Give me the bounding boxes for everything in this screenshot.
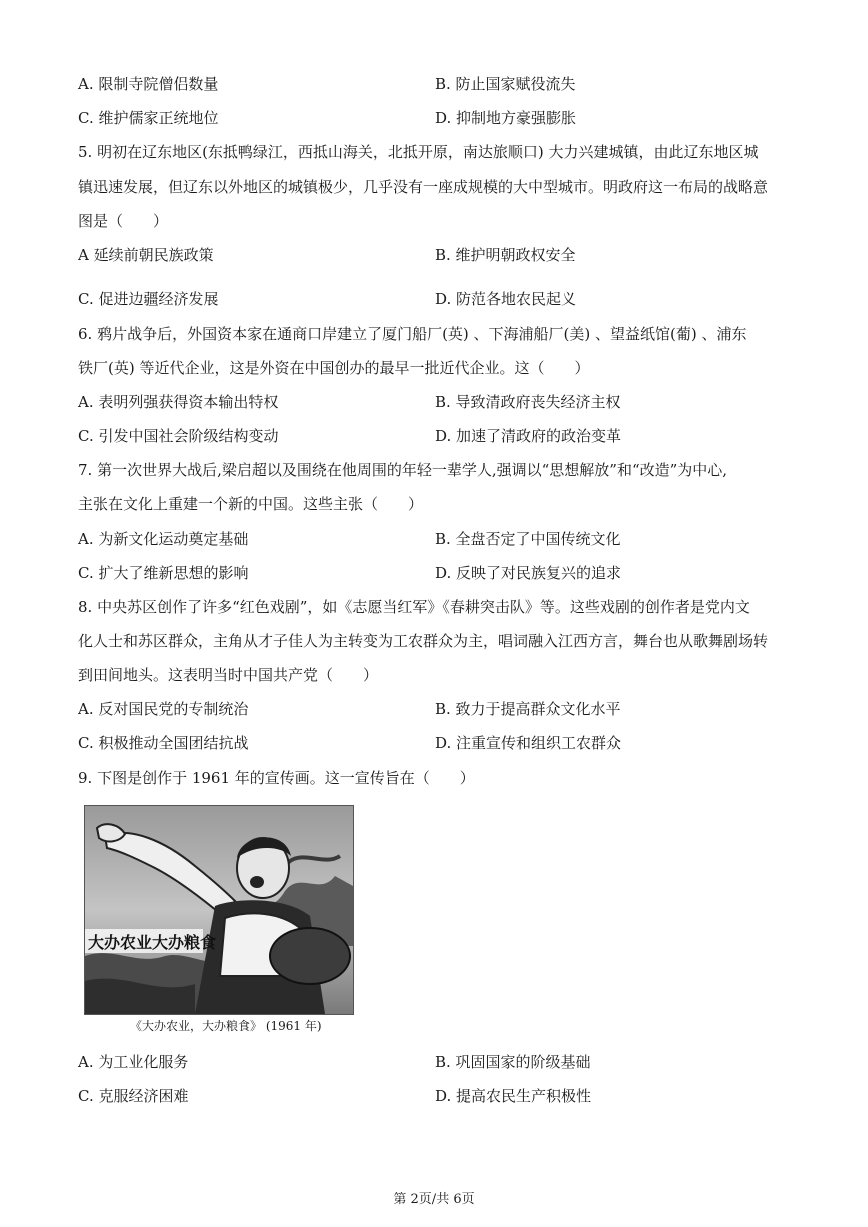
- q5-option-b: B. 维护明朝政权安全: [435, 246, 576, 264]
- q9-option-b: B. 巩固国家的阶级基础: [435, 1053, 591, 1071]
- q8-option-d: D. 注重宣传和组织工农群众: [435, 734, 622, 752]
- q8-stem-line-1: 8. 中央苏区创作了许多“红色戏剧”，如《志愿当红军》《春耕突击队》等。这些戏剧的创作者是党内文: [78, 598, 750, 616]
- q5-option-a: A 延续前朝民族政策: [78, 246, 214, 264]
- propaganda-poster-image: [84, 805, 354, 1015]
- page-number: 第 2页/共 6页: [393, 1192, 475, 1207]
- q6-option-c: C. 引发中国社会阶级结构变动: [78, 427, 279, 445]
- q6-option-a: A. 表明列强获得资本输出特权: [78, 393, 279, 411]
- q8-option-c: C. 积极推动全国团结抗战: [78, 734, 249, 752]
- q9-option-a: A. 为工业化服务: [78, 1053, 189, 1071]
- q9-option-d: D. 提高农民生产积极性: [435, 1087, 592, 1105]
- q7-option-b: B. 全盘否定了中国传统文化: [435, 530, 621, 548]
- q6-option-b: B. 导致清政府丧失经济主权: [435, 393, 621, 411]
- q5-stem-line-1: 5. 明初在辽东地区(东抵鸭绿江，西抵山海关，北抵开原，南达旅顺口) 大力兴建城镇，由此辽东地区城: [78, 143, 759, 161]
- q6-option-d: D. 加速了清政府的政治变革: [435, 427, 622, 445]
- q4-option-c: C. 维护儒家正统地位: [78, 109, 219, 127]
- q4-option-b: B. 防止国家赋役流失: [435, 75, 576, 93]
- poster-slogan: 大办农业大办粮食: [88, 933, 217, 952]
- q7-option-a: A. 为新文化运动奠定基础: [78, 530, 249, 548]
- q7-option-d: D. 反映了对民族复兴的追求: [435, 564, 622, 582]
- q8-option-b: B. 致力于提高群众文化水平: [435, 700, 621, 718]
- q7-stem-line-2: 主张在文化上重建一个新的中国。这些主张（ ）: [78, 495, 424, 513]
- q5-stem-line-3: 图是（ ）: [78, 212, 169, 230]
- q8-option-a: A. 反对国民党的专制统治: [78, 700, 249, 718]
- q9-option-c: C. 克服经济困难: [78, 1087, 189, 1105]
- q7-stem-line-1: 7. 第一次世界大战后,梁启超以及围绕在他周围的年轻一辈学人,强调以“思想解放”和“改造”为中心,: [78, 461, 728, 479]
- q5-option-d: D. 防范各地农民起义: [435, 290, 577, 308]
- q9-stem: 9. 下图是创作于 1961 年的宣传画。这一宣传旨在（ ）: [78, 769, 475, 787]
- q4-option-d: D. 抑制地方豪强膨胀: [435, 109, 577, 127]
- q7-option-c: C. 扩大了维新思想的影响: [78, 564, 249, 582]
- q5-stem-line-2: 镇迅速发展，但辽东以外地区的城镇极少，几乎没有一座成规模的大中型城市。明政府这一布局的战略意: [78, 178, 769, 196]
- q5-option-c: C. 促进边疆经济发展: [78, 290, 219, 308]
- q8-stem-line-2: 化人士和苏区群众，主角从才子佳人为主转变为工农群众为主，唱词融入江西方言，舞台也从歌舞剧场转: [78, 632, 769, 650]
- poster-caption: 《大办农业，大办粮食》 (1961 年): [130, 1019, 322, 1033]
- q6-stem-line-1: 6. 鸦片战争后，外国资本家在通商口岸建立了厦门船厂(英) 、下海浦船厂(美) 、望益纸馆(葡) 、浦东: [78, 325, 747, 343]
- q4-option-a: A. 限制寺院僧侣数量: [78, 75, 219, 93]
- poster-illustration: [85, 806, 353, 1014]
- q6-stem-line-2: 铁厂(英) 等近代企业，这是外资在中国创办的最早一批近代企业。这（ ）: [78, 359, 590, 377]
- q8-stem-line-3: 到田间地头。这表明当时中国共产党（ ）: [78, 666, 379, 684]
